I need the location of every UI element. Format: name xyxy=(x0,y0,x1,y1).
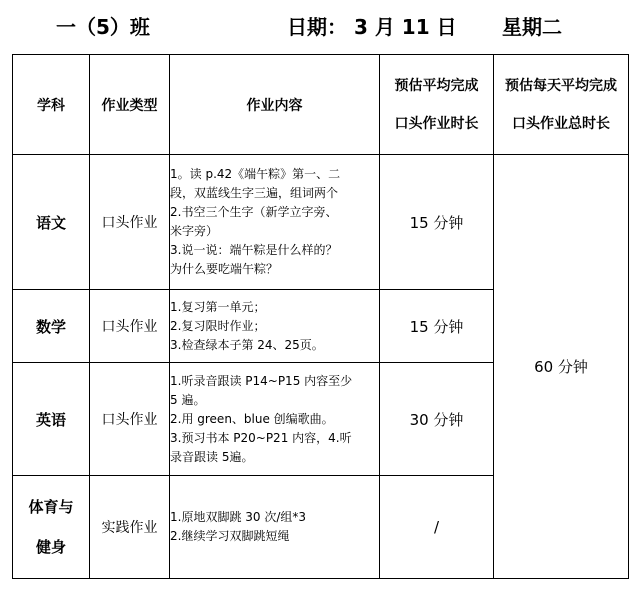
table-row xyxy=(13,155,629,290)
col-header-type: 作业类型 xyxy=(90,55,170,155)
col-header-subject: 学科 xyxy=(13,55,90,155)
content-line: 2.书空三个生字（新学立字旁、 xyxy=(170,205,338,219)
subject-cell: 语文 xyxy=(13,155,90,290)
content-cell xyxy=(170,155,380,290)
content-line: 2.用 green、blue 创编歌曲。 xyxy=(170,411,334,426)
type-cell: 实践作业 xyxy=(90,476,170,579)
content-line: 1。读 p.42《端午粽》第一、二 xyxy=(170,167,341,181)
homework-table xyxy=(12,54,629,579)
header-row xyxy=(13,55,629,155)
type-cell: 口头作业 xyxy=(90,290,170,363)
content-cell xyxy=(170,476,380,579)
type-cell: 口头作业 xyxy=(90,363,170,476)
subject-line: 健身 xyxy=(35,538,66,556)
col-header-avg-time xyxy=(380,55,494,155)
duration-cell: 15 分钟 xyxy=(380,290,494,363)
subject-cell: 数学 xyxy=(13,290,90,363)
daily-total-line1: 预估每天平均完成 xyxy=(505,77,617,94)
content-line: 2.继续学习双脚跳短绳 xyxy=(170,529,290,543)
avg-time-line1: 预估平均完成 xyxy=(394,77,479,94)
col-header-content: 作业内容 xyxy=(170,55,380,155)
date-label: 日期： 3 月 11 日 xyxy=(287,15,457,39)
content-line: 为什么要吃端午粽？ xyxy=(170,262,279,276)
content-line: 5 遍。 xyxy=(170,392,206,407)
col-header-daily-total xyxy=(494,55,629,155)
subject-cell xyxy=(13,476,90,579)
content-line: 米字旁） xyxy=(170,224,219,238)
avg-time-line2: 口头作业时长 xyxy=(394,115,479,132)
duration-cell: 15 分钟 xyxy=(380,155,494,290)
subject-cell: 英语 xyxy=(13,363,90,476)
content-line: 2.复习限时作业； xyxy=(170,318,266,333)
daily-total-cell: 60 分钟 xyxy=(494,155,629,579)
duration-cell: / xyxy=(380,476,494,579)
daily-total-line2: 口头作业总时长 xyxy=(512,115,610,132)
content-line: 录音跟读 5遍。 xyxy=(170,449,254,464)
duration-cell: 30 分钟 xyxy=(380,363,494,476)
class-name: 一（5）班 xyxy=(56,15,150,39)
content-cell xyxy=(170,363,380,476)
subject-line: 体育与 xyxy=(28,498,74,516)
content-line: 1.听录音跟读 P14~P15 内容至少 xyxy=(170,373,353,388)
content-line: 3.检查绿本子第 24、25页。 xyxy=(170,337,324,352)
content-line: 1.原地双脚跳 30 次/组*3 xyxy=(170,510,307,524)
type-cell: 口头作业 xyxy=(90,155,170,290)
content-line: 1.复习第一单元； xyxy=(170,299,266,314)
content-cell xyxy=(170,290,380,363)
page-header xyxy=(0,8,641,42)
content-line: 3.预习书本 P20~P21 内容，4.听 xyxy=(170,430,352,445)
content-line: 段，双蓝线生字三遍，组词两个 xyxy=(170,186,339,200)
weekday-label: 星期二 xyxy=(502,15,562,39)
content-line: 3.说一说：端午粽是什么样的？ xyxy=(170,243,338,257)
